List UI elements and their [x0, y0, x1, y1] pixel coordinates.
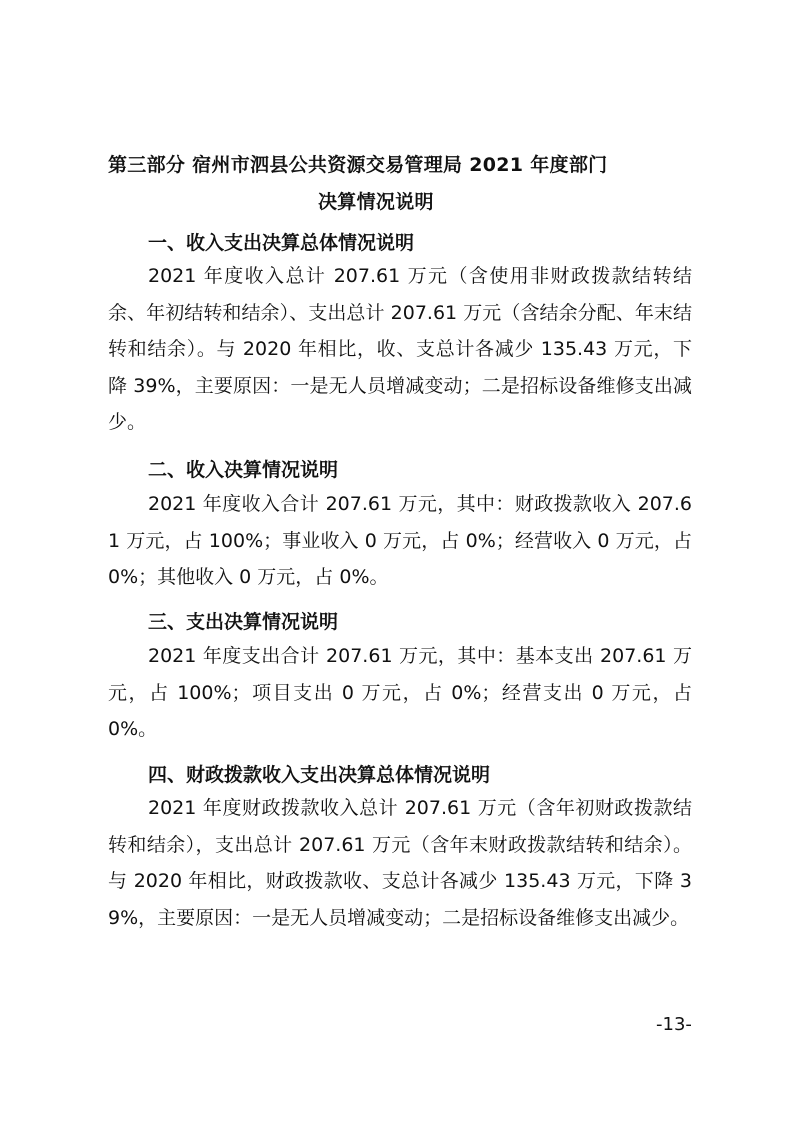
- section-heading-income: 二、收入决算情况说明: [148, 459, 339, 481]
- section-paragraph-fiscal-appropriation: 2021 年度财政拨款收入总计 207.61 万元（含年初财政拨款结转和结余），支出总计 207.61 万元（含年末财政拨款结转和结余）。与 2020 年相比，财政拨款收、支总计各减少 135.43 万元，下降 39%，主要原因：一是无人员增减变动；二是招标设备维修支出减少。: [108, 797, 692, 929]
- section-paragraph-income-expenditure-overview: 2021 年度收入总计 207.61 万元（含使用非财政拨款结转结余、年初结转和结余）、支出总计 207.61 万元（含结余分配、年末结转和结余）。与 2020 年相比，收、支总计各减少 135.43 万元，下降 39%，主要原因：一是无人员增减变动；二是招标设备维修支出减少。: [108, 265, 692, 433]
- document-title-line1: 第三部分 宿州市泗县公共资源交易管理局 2021 年度部门: [108, 154, 608, 176]
- page-number: -13-: [656, 1014, 692, 1035]
- section-heading-expenditure: 三、支出决算情况说明: [148, 611, 339, 633]
- section-paragraph-income: 2021 年度收入合计 207.61 万元，其中：财政拨款收入 207.61 万元，占 100%；事业收入 0 万元，占 0%；经营收入 0 万元，占 0%；其他收入 0 万元，占 0%。: [108, 493, 692, 588]
- section-heading-income-expenditure-overview: 一、收入支出决算总体情况说明: [148, 232, 415, 254]
- document-title-line2: 决算情况说明: [318, 191, 434, 213]
- section-paragraph-expenditure: 2021 年度支出合计 207.61 万元，其中：基本支出 207.61 万元，占 100%；项目支出 0 万元，占 0%；经营支出 0 万元，占 0%。: [108, 645, 692, 740]
- section-heading-fiscal-appropriation: 四、财政拨款收入支出决算总体情况说明: [148, 764, 491, 786]
